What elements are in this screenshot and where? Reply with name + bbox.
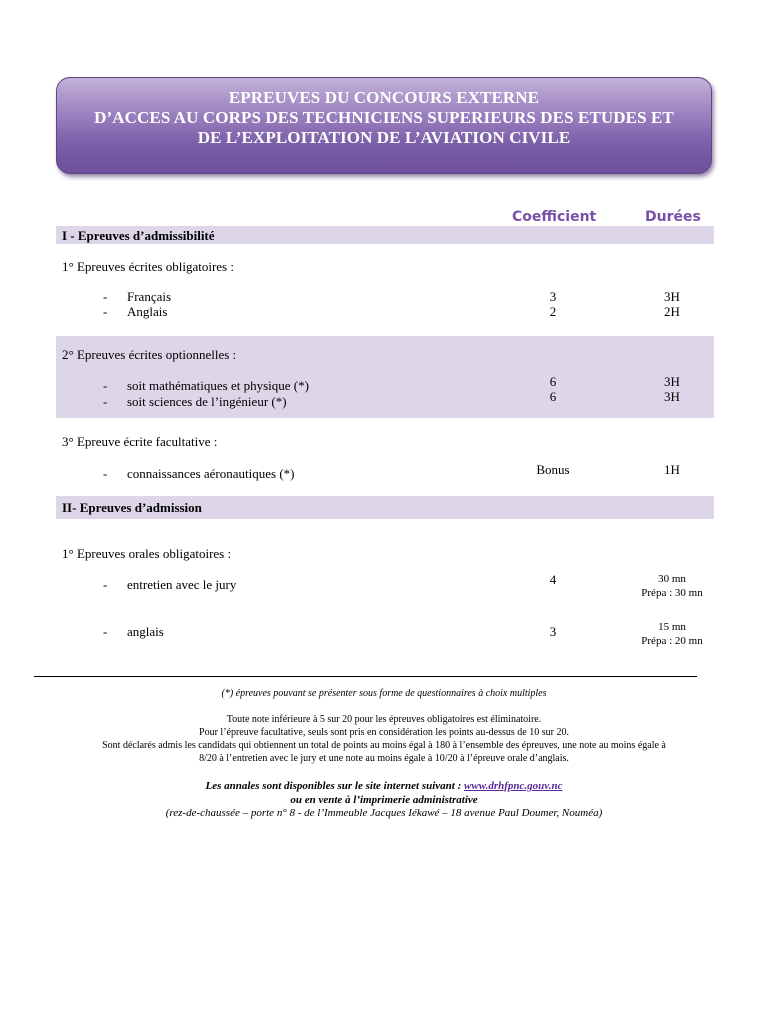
- exam-anglais: Anglais: [127, 304, 168, 319]
- section-1-title: I - Epreuves d’admissibilité: [62, 228, 215, 243]
- duree-maths-physique: 3H: [664, 374, 680, 389]
- title-banner: [56, 77, 712, 174]
- list-bullet: -: [103, 624, 108, 639]
- coef-anglais: 2: [549, 304, 557, 319]
- rule-facultative: Pour l’épreuve facultative, seuls sont pris en considération les points au-dessus de 10 sur 20.: [199, 727, 569, 738]
- duree-sciences-ingenieur: 3H: [664, 389, 680, 404]
- list-bullet: -: [103, 304, 108, 319]
- list-bullet: -: [103, 577, 108, 592]
- coef-francais: 3: [549, 289, 557, 304]
- title-line-1: EPREUVES DU CONCOURS EXTERNE: [228, 88, 540, 107]
- exam-entretien-jury: entretien avec le jury: [127, 577, 237, 592]
- coef-entretien-jury: 4: [549, 572, 557, 587]
- page-title: [57, 88, 711, 148]
- coef-sciences-ingenieur: 6: [549, 389, 557, 404]
- duree-aeronautique: 1H: [664, 462, 680, 477]
- coef-anglais-oral: 3: [549, 624, 557, 639]
- column-header-durees: Durées: [645, 209, 701, 225]
- group-2-title: 2° Epreuves écrites optionnelles :: [62, 347, 237, 362]
- list-bullet: -: [103, 378, 108, 393]
- group-1-title: 1° Epreuves écrites obligatoires :: [62, 259, 234, 274]
- duree-anglais-oral: 15 mn: [658, 621, 686, 633]
- address: (rez-de-chaussée – porte n° 8 - de l’Immeuble Jacques Iékawé – 18 avenue Paul Doumer, Nouméa): [165, 807, 603, 819]
- list-bullet: -: [103, 394, 108, 409]
- coef-aeronautique: Bonus: [536, 462, 570, 477]
- exam-francais: Français: [127, 289, 172, 304]
- coef-maths-physique: 6: [549, 374, 557, 389]
- title-line-3: DE L’EXPLOITATION DE L’AVIATION CIVILE: [197, 128, 571, 147]
- rule-admission-line2: 8/20 à l’entretien avec le jury et une note au moins égale à 10/20 à l’épreuve orale d’anglais.: [199, 753, 569, 764]
- rule-admission-line1: Sont déclarés admis les candidats qui obtiennent un total de points au moins égal à 180 à l’ensemble des épreuves, une note au moins égale à: [102, 740, 666, 751]
- exam-aeronautique: connaissances aéronautiques (*): [127, 466, 295, 481]
- exam-sciences-ingenieur: soit sciences de l’ingénieur (*): [127, 394, 287, 409]
- exam-maths-physique: soit mathématiques et physique (*): [127, 378, 309, 393]
- annales-text: Les annales sont disponibles sur le site internet suivant :: [205, 780, 465, 792]
- footer-divider: [34, 676, 697, 677]
- section-2-title: II- Epreuves d’admission: [62, 500, 202, 515]
- oral-group-title: 1° Epreuves orales obligatoires :: [62, 546, 232, 561]
- annales-link[interactable]: www.drhfpnc.gouv.nc: [464, 780, 563, 792]
- list-bullet: -: [103, 289, 108, 304]
- qcm-note: (*) épreuves pouvant se présenter sous forme de questionnaires à choix multiples: [221, 688, 547, 699]
- annales-imprimerie: ou en vente à l’imprimerie administrative: [290, 794, 478, 806]
- prepa-entretien-jury: Prépa : 30 mn: [641, 587, 703, 599]
- prepa-anglais-oral: Prépa : 20 mn: [641, 635, 703, 647]
- duree-anglais: 2H: [664, 304, 680, 319]
- list-bullet: -: [103, 466, 108, 481]
- duree-francais: 3H: [664, 289, 680, 304]
- title-line-2: D’ACCES AU CORPS DES TECHNICIENS SUPERIEURS DES ETUDES ET: [94, 108, 674, 127]
- rule-eliminatoire: Toute note inférieure à 5 sur 20 pour les épreuves obligatoires est éliminatoire.: [226, 714, 542, 725]
- annales-line: [0, 779, 768, 793]
- column-header-coefficient: Coefficient: [512, 209, 597, 225]
- exam-anglais-oral: anglais: [127, 624, 164, 639]
- group-3-title: 3° Epreuve écrite facultative :: [62, 434, 218, 449]
- duree-entretien-jury: 30 mn: [658, 573, 686, 585]
